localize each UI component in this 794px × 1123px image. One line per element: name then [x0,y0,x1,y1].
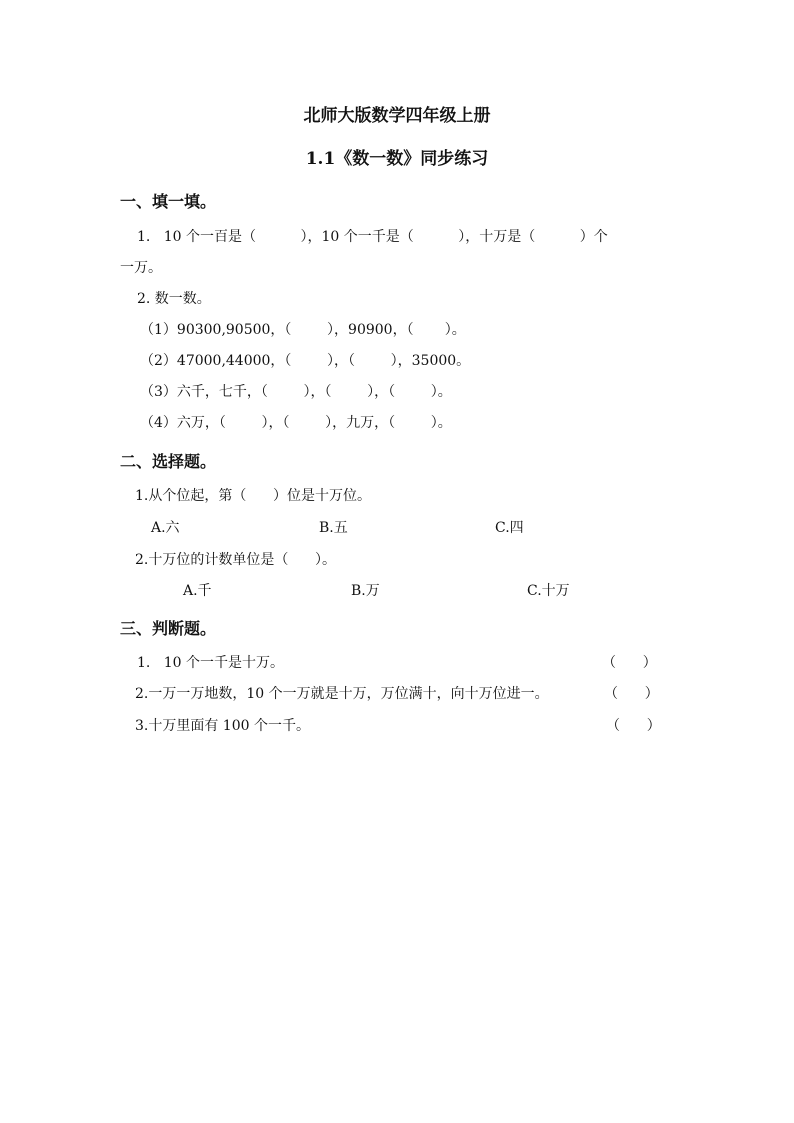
question-line: （2）47000,44000，（ ），（ ），35000。 [140,353,471,369]
section-heading-fill-in: 一、填一填。 [120,192,217,211]
choice-b: B.五 [319,520,348,536]
document-title: 北师大版数学四年级上册 [303,106,491,126]
answer-box: （ ） [604,686,659,702]
answer-box: （ ） [606,718,661,734]
choice-b: B.万 [351,583,380,599]
question-line: 1.从个位起，第（ ）位是十万位。 [135,488,372,504]
question-line: 1. 10 个一千是十万。 [137,655,284,671]
question-line: 一万。 [120,260,162,276]
question-line: （4）六万，（ ），（ ），九万，（ ）。 [140,415,452,431]
section-heading-multiple-choice: 二、选择题。 [120,452,217,471]
question-line: 2.十万位的计数单位是（ ）。 [135,552,337,568]
answer-box: （ ） [602,655,657,671]
choice-a: A.千 [183,583,212,599]
question-line: （1）90300,90500，（ ），90900，（ ）。 [140,322,466,338]
question-line: 1. 10 个一百是（ ），10 个一千是（ ），十万是（ ）个 [137,229,608,245]
choice-a: A.六 [151,520,180,536]
section-heading-true-false: 三、判断题。 [120,619,217,638]
choice-c: C.十万 [527,583,570,599]
question-line: 3.十万里面有 100 个一千。 [135,718,310,734]
document-subtitle: 1.1《数一数》同步练习 [305,149,489,169]
question-line: 2. 数一数。 [137,291,211,307]
choice-c: C.四 [495,520,524,536]
question-line: 2.一万一万地数，10 个一万就是十万，万位满十，向十万位进一。 [135,686,549,702]
question-line: （3）六千，七千，（ ），（ ），（ ）。 [140,384,452,400]
